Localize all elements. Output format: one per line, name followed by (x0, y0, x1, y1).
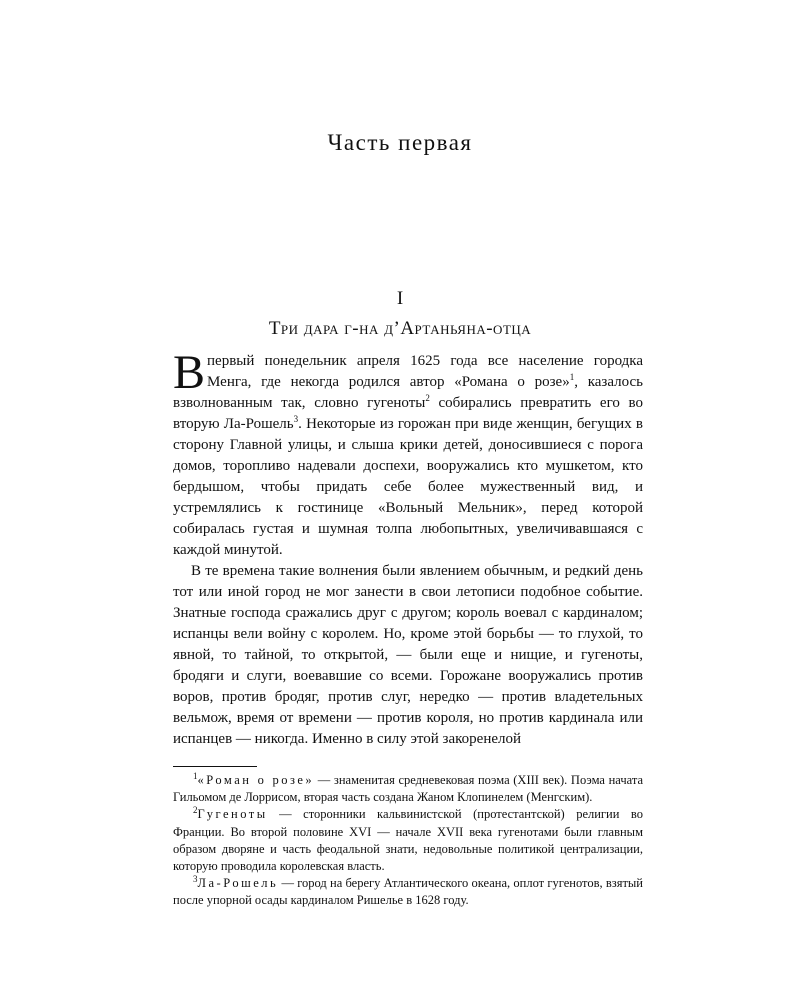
part-title-text: Часть первая (327, 130, 473, 156)
paragraph-1-segment-2: , казалось взволнованным так, словно гугеноты (173, 374, 643, 411)
footnote-2 (173, 806, 643, 875)
footnote-ref-3: 3 (293, 414, 299, 424)
footnote-ref-1: 1 (569, 372, 575, 382)
footnote-2-number: 2 (193, 805, 198, 816)
footnote-2-term: Гугеноты (197, 807, 268, 822)
footnote-1-number: 1 (193, 770, 198, 781)
footnote-1 (173, 772, 643, 806)
part-title (0, 130, 800, 156)
footnote-1-text: — знаменитая средневековая поэма (XIII век). Поэма начата Гильомом де Лоррисом, вторая часть создана Жаном Клопинелем (Менгским). (173, 773, 643, 805)
footnote-3 (173, 875, 643, 909)
paragraph-1-segment-1: первый понедельник апреля 1625 года все население городка Менга, где некогда родился автор «Романа о розе» (207, 353, 643, 390)
footnote-2-text: — сторонники кальвинистской (протестантской) религии во Франции. Во второй половине XVI — начале XVII века гугенотами были главным образом дворяне и часть феодальной знати, недовольные политикой централизации, которую проводила королевская власть. (173, 807, 643, 874)
footnote-ref-2: 2 (425, 393, 430, 403)
paragraph-1 (173, 346, 643, 561)
paragraph-1-segment-4: . Некоторые из горожан при виде женщин, бегущих в сторону Главной улицы, и слыша крики детей, доносившиеся с порога домов, торопливо надевали доспехи, вооружались кто мушкетом, кто бердышом, чтобы придать себе более мужественный вид, и устремлялись к гостинице «Вольный Мельник», перед которой собиралась густая и шумная толпа любопытных, увеличивавшаяся с каждой минутой. (173, 416, 643, 558)
paragraph-1-segment-3: собирались превратить его во вторую Ла-Рошель (173, 395, 643, 432)
footnotes (173, 772, 643, 910)
footnote-3-term: Ла-Рошель (197, 876, 279, 891)
footnote-divider (173, 766, 257, 767)
chapter-number: I (396, 288, 404, 309)
chapter-body (173, 346, 643, 750)
drop-cap: В (173, 346, 206, 399)
footnote-3-text: — город на берегу Атлантического океана, оплот гугенотов, взятый после упорной осады кардиналом Ришелье в 1628 году. (173, 876, 643, 908)
chapter-title: Три дара г-на д’Артаньяна-отца (268, 318, 532, 339)
paragraph-2: В те времена такие волнения были явлением обычным, и редкий день тот или иной город не мог занести в свои летописи подобное событие. Знатные господа сражались друг с другом; король воевал с кардиналом; испанцы вели войну с королем. Но, кроме этой борьбы — то глухой, то явной, то тайной, то открытой, — были еще и нищие, и гугеноты, бродяги и слуги, воевавшие со всеми. Горожане вооружались против воров, против бродяг, против слуг, нередко — против владетельных вельмож, время от времени — против короля, но против кардинала или испанцев — никогда. Именно в силу этой закоренелой (173, 563, 643, 747)
footnote-1-term: «Роман о розе» (197, 773, 315, 787)
footnote-3-number: 3 (193, 874, 198, 885)
